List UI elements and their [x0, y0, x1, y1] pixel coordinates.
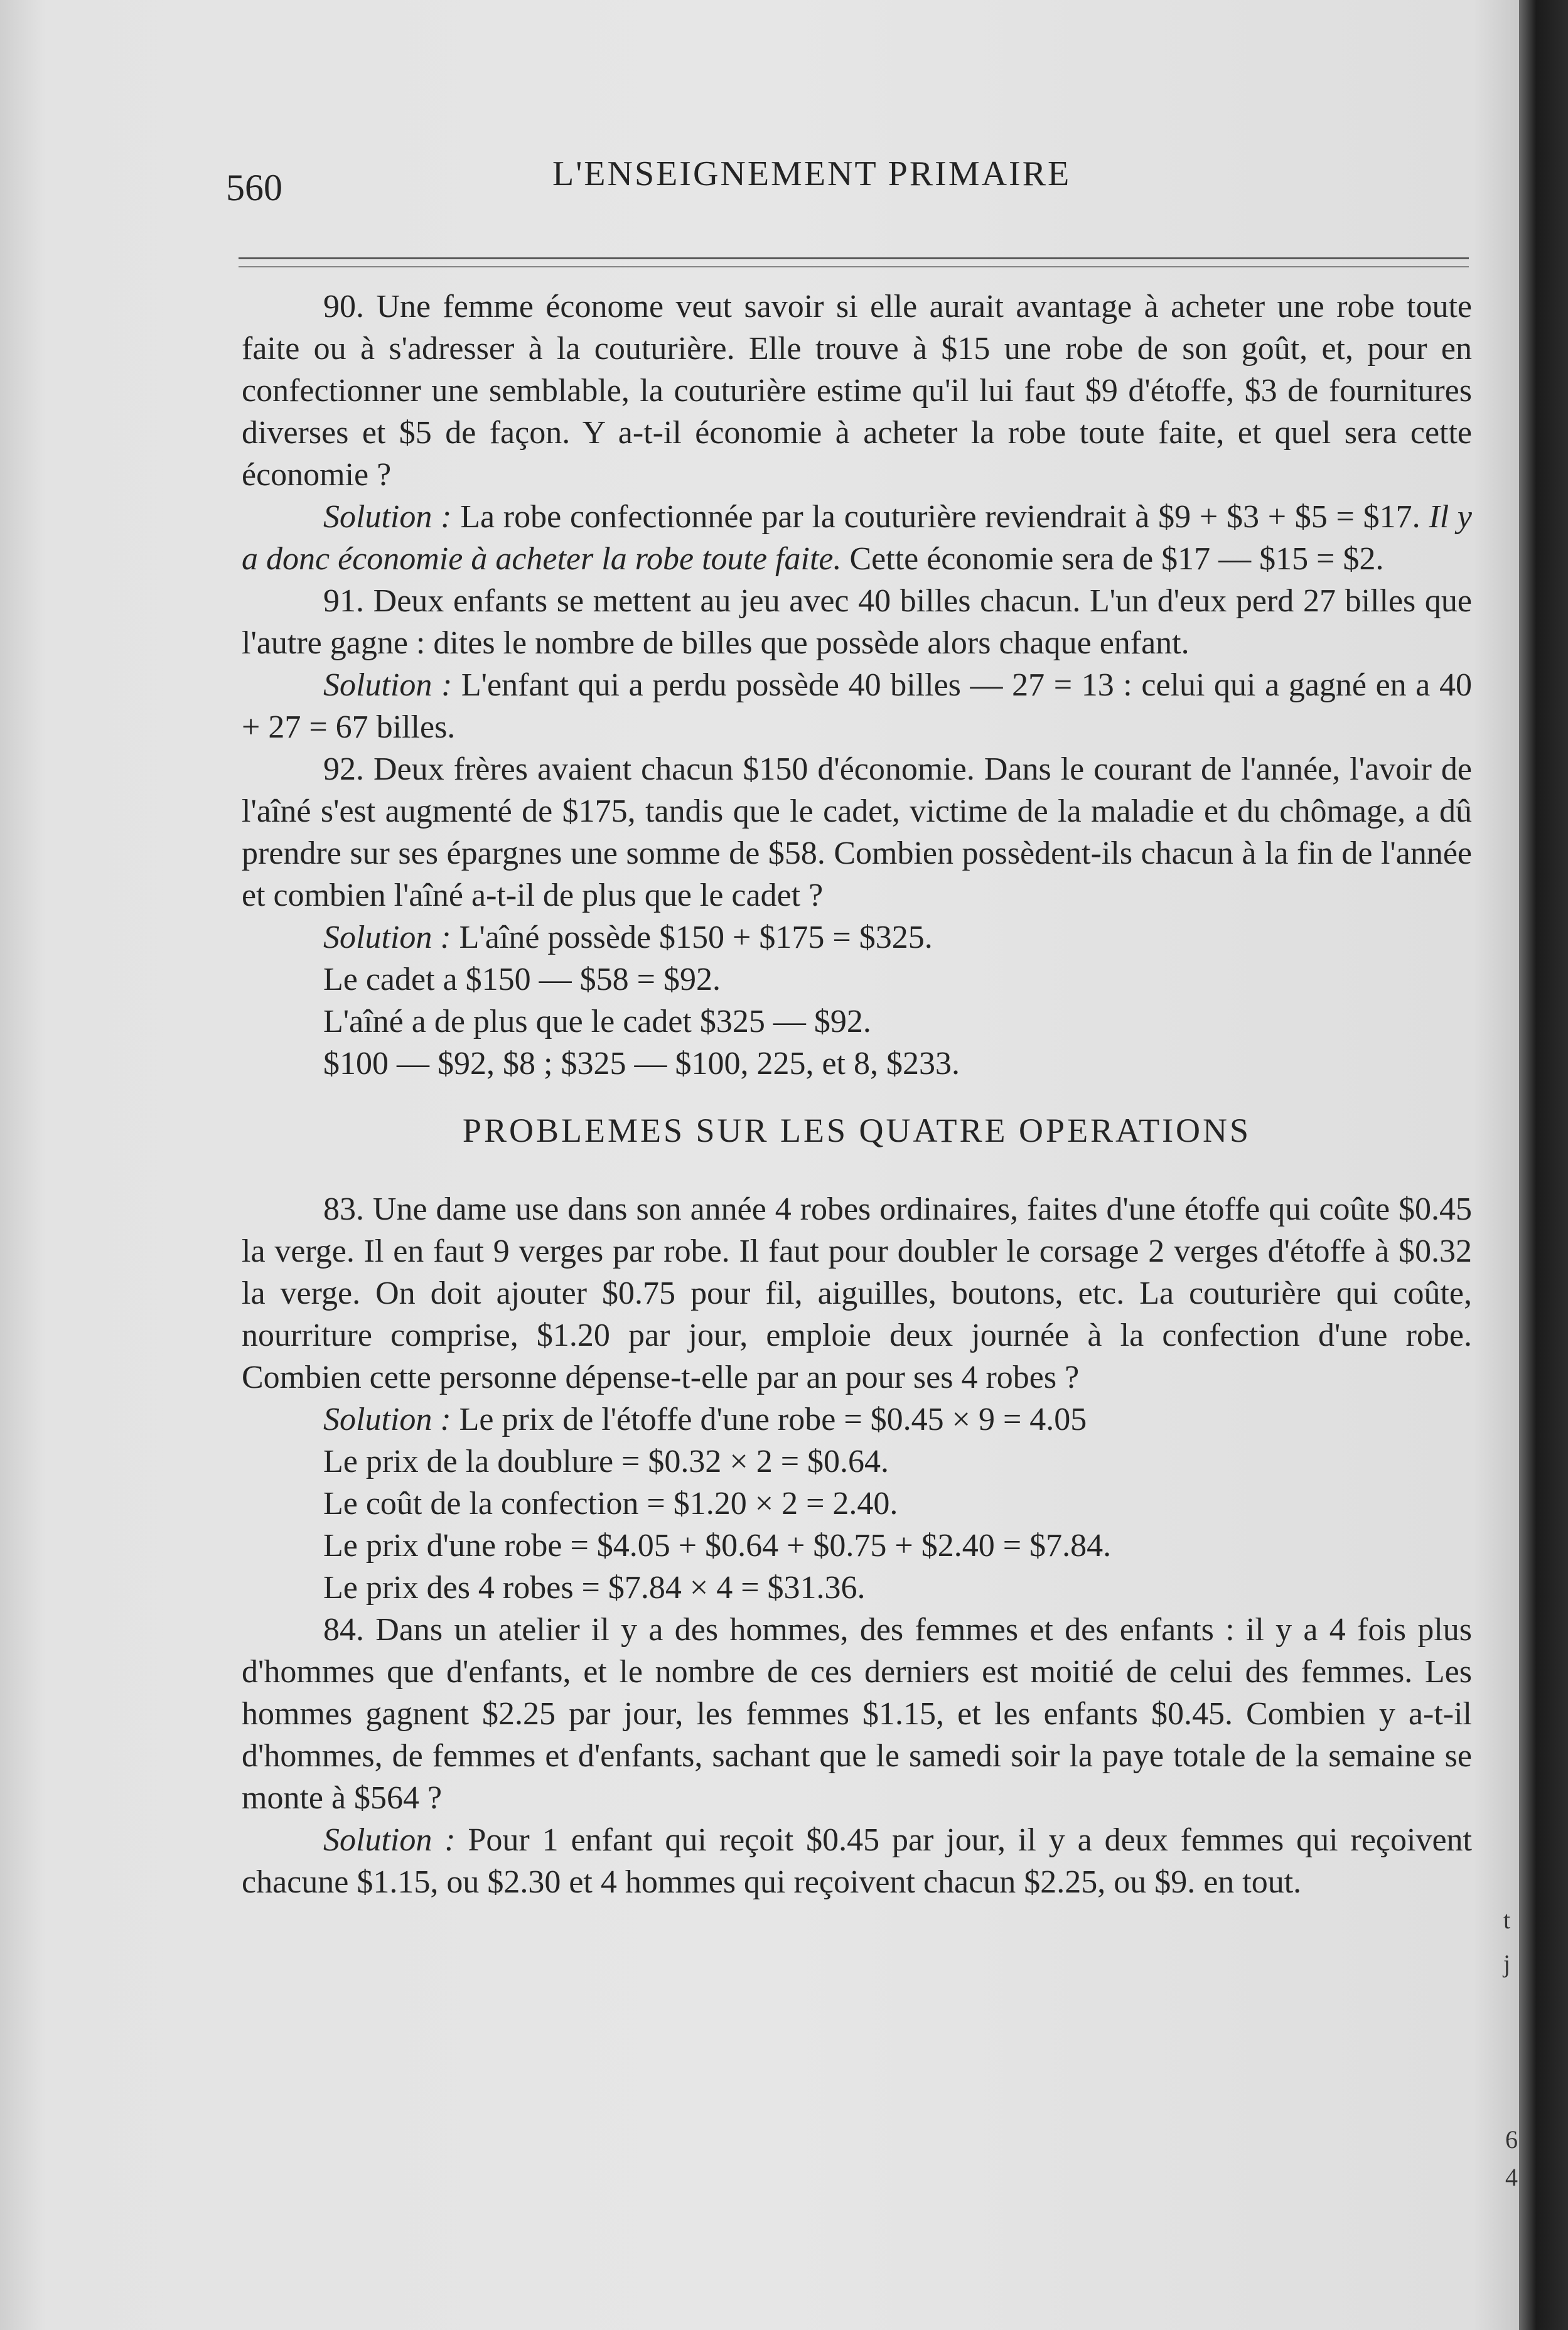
problem-text: Deux enfants se mettent au jeu avec 40 billes chacun. L'un d'eux perd 27 billes que l'autre gagne : dites le nombre de billes que possède alors chaque enfant.	[242, 583, 1472, 661]
solution-91	[242, 664, 1472, 748]
header-rule-thin	[239, 266, 1469, 267]
edge-mark: t	[1503, 1906, 1511, 1934]
solution-line: Le prix des 4 robes = $7.84 × 4 = $31.36.	[323, 1570, 866, 1606]
solution-line: L'aîné possède $150 + $175 = $325.	[459, 920, 933, 955]
problem-91	[242, 580, 1472, 664]
solution-line: Le prix de la doublure = $0.32 × 2 = $0.64.	[323, 1444, 889, 1479]
solution-84	[242, 1819, 1472, 1903]
solution-90	[242, 496, 1472, 580]
page-number: 560	[226, 167, 282, 208]
problem-83	[242, 1188, 1472, 1399]
problem-text: Deux frères avaient chacun $150 d'économie. Dans le courant de l'année, l'avoir de l'aîné s'est augmenté de $175, tandis que le cadet, victime de la maladie et du chômage, a dû prendre sur ses épargnes une somme de $58. Combien possèdent-ils chacun à la fin de l'année et combien l'aîné a-t-il de plus que le cadet ?	[242, 751, 1472, 913]
problem-text: Dans un atelier il y a des hommes, des femmes et des enfants : il y a 4 fois plus d'hommes que d'enfants, et le nombre de ces derniers est moitié de celui des femmes. Les hommes gagnent $2.25 par jour, les femmes $1.15, et les enfants $0.45. Combien y a-t-il d'hommes, de femmes et d'enfants, sachant que le samedi soir la paye totale de la semaine se monte à $564 ?	[242, 1612, 1473, 1816]
solution-line: Le cadet a $150 — $58 = $92.	[323, 962, 721, 997]
problem-text: Une dame use dans son année 4 robes ordinaires, faites d'une étoffe qui coûte $0.45 la verge. Il en faut 9 verges par robe. Il faut pour doubler le corsage 2 verges d'étoffe à $0.32 la verge. On doit ajouter $0.75 pour fil, aiguilles, boutons, etc. La couturière qui coûte, nourriture comprise, $1.20 par jour, emploie deux journée à la confection d'une robe. Combien cette personne dépense-t-elle par an pour ses 4 robes ?	[242, 1191, 1473, 1395]
solution-label: Solution :	[323, 1822, 456, 1858]
solution-line: Le coût de la confection = $1.20 × 2 = 2.40.	[323, 1486, 898, 1522]
problem-number: 91.	[323, 583, 364, 619]
solution-83	[242, 1399, 1472, 1441]
solution-label: Solution :	[323, 499, 452, 535]
solution-label: Solution :	[323, 667, 453, 703]
problem-number: 84.	[323, 1612, 364, 1648]
edge-mark: 4	[1505, 2163, 1518, 2191]
solution-text: La robe confectionnée par la couturière reviendrait à $9 + $3 + $5 = $17.	[460, 499, 1420, 535]
page-header	[226, 148, 1475, 210]
problem-92	[242, 748, 1472, 916]
solution-line: L'aîné a de plus que le cadet $325 — $92.	[323, 1004, 871, 1039]
solution-label: Solution :	[323, 920, 451, 955]
problem-90	[242, 286, 1472, 496]
solution-text: Pour 1 enfant qui reçoit $0.45 par jour, il y a deux femmes qui reçoivent chacune $1.15, ou $2.30 et 4 hommes qui reçoivent chacun $2.25, ou $9. en tout.	[242, 1822, 1472, 1900]
solution-text-end: Cette économie sera de $17 — $15 = $2.	[849, 541, 1384, 577]
solution-text: L'enfant qui a perdu possède 40 billes — 27 = 13 : celui qui a gagné en a 40 + 27 = 67 billes.	[242, 667, 1472, 745]
running-head: L'ENSEIGNEMENT PRIMAIRE	[552, 154, 1071, 193]
header-rule	[239, 257, 1469, 259]
problem-number: 90.	[323, 289, 364, 325]
edge-mark: j	[1503, 1950, 1511, 1978]
solution-line: $100 — $92, $8 ; $325 — $100, 225, et 8, $233.	[323, 1046, 960, 1082]
edge-mark: 6	[1505, 2125, 1518, 2154]
problem-text: Une femme économe veut savoir si elle aurait avantage à acheter une robe toute faite ou à s'adresser à la couturière. Elle trouve à $15 une robe de son goût, et, pour en confectionner une semblable, la couturière estime qu'il lui faut $9 d'étoffe, $3 de fournitures diverses et $5 de façon. Y a-t-il économie à acheter la robe toute faite, et quel sera cette économie ?	[242, 289, 1473, 493]
page-body	[242, 286, 1472, 1903]
problem-84	[242, 1609, 1472, 1819]
solution-line: Le prix de l'étoffe d'une robe = $0.45 × 9 = 4.05	[459, 1402, 1087, 1437]
solution-line: Le prix d'une robe = $4.05 + $0.64 + $0.75 + $2.40 = $7.84.	[323, 1528, 1112, 1564]
solution-label: Solution :	[323, 1402, 451, 1437]
book-gutter	[1519, 0, 1568, 2330]
problem-number: 92.	[323, 751, 364, 787]
section-title: PROBLEMES SUR LES QUATRE OPERATIONS	[462, 1112, 1252, 1149]
solution-92	[242, 916, 1472, 958]
solution-emphasis: Il y a donc économie à acheter la robe toute faite.	[242, 499, 1473, 577]
problem-number: 83.	[323, 1191, 364, 1227]
